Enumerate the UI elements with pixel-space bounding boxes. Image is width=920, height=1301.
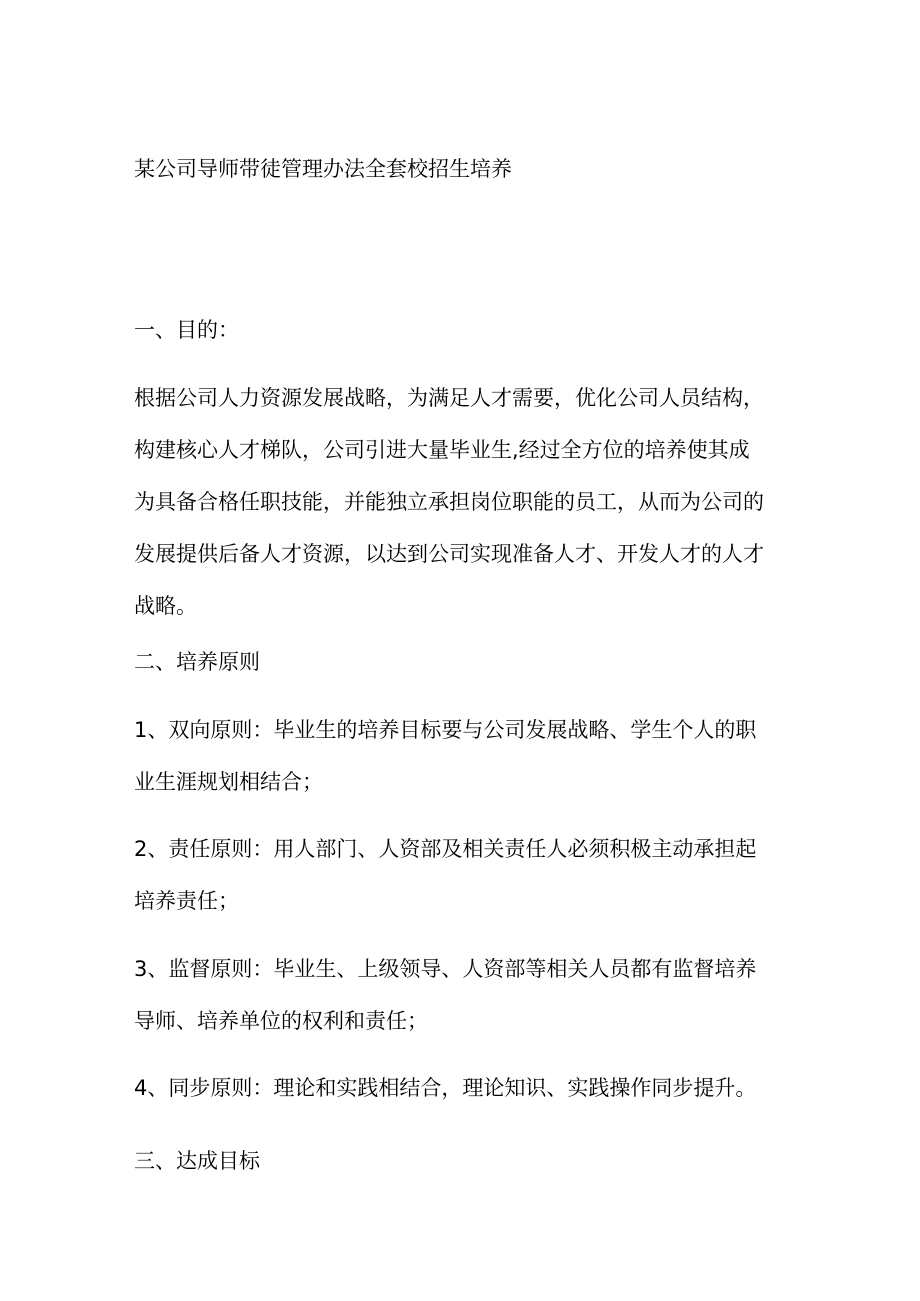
paragraph-line: 4、同步原则：理论和实践相结合，理论知识、实践操作同步提升。 (134, 1076, 757, 1100)
paragraph-line: 战略。 (134, 594, 197, 618)
paragraph-line: 构建核心人才梯队，公司引进大量毕业生,经过全方位的培养使其成 (134, 438, 750, 462)
document-title: 某公司导师带徒管理办法全套校招生培养 (134, 157, 512, 181)
paragraph-line: 导师、培养单位的权利和责任； (134, 1009, 428, 1033)
section-heading-goals: 三、达成目标 (134, 1149, 260, 1173)
section-heading-purpose: 一、目的： (134, 318, 239, 342)
paragraph-line: 业生涯规划相结合； (134, 770, 323, 794)
section-heading-principles: 二、培养原则 (134, 650, 260, 674)
purpose-paragraph (134, 372, 794, 632)
paragraph-line: 培养责任； (134, 889, 239, 913)
paragraph-line: 根据公司人力资源发展战略，为满足人才需要，优化公司人员结构， (134, 386, 764, 410)
paragraph-line: 为具备合格任职技能，并能独立承担岗位职能的员工，从而为公司的 (134, 490, 764, 514)
principle-item-synchronization (134, 1062, 794, 1114)
principle-item-supervision (134, 943, 794, 1047)
paragraph-line: 发展提供后备人才资源，以达到公司实现准备人才、开发人才的人才 (134, 542, 764, 566)
principle-item-responsibility (134, 823, 794, 927)
principle-item-bidirectional (134, 704, 794, 808)
paragraph-line: 3、监督原则：毕业生、上级领导、人资部等相关人员都有监督培养 (134, 957, 757, 981)
paragraph-line: 1、双向原则：毕业生的培养目标要与公司发展战略、学生个人的职 (134, 718, 757, 742)
paragraph-line: 2、责任原则：用人部门、人资部及相关责任人必须积极主动承担起 (134, 837, 757, 861)
